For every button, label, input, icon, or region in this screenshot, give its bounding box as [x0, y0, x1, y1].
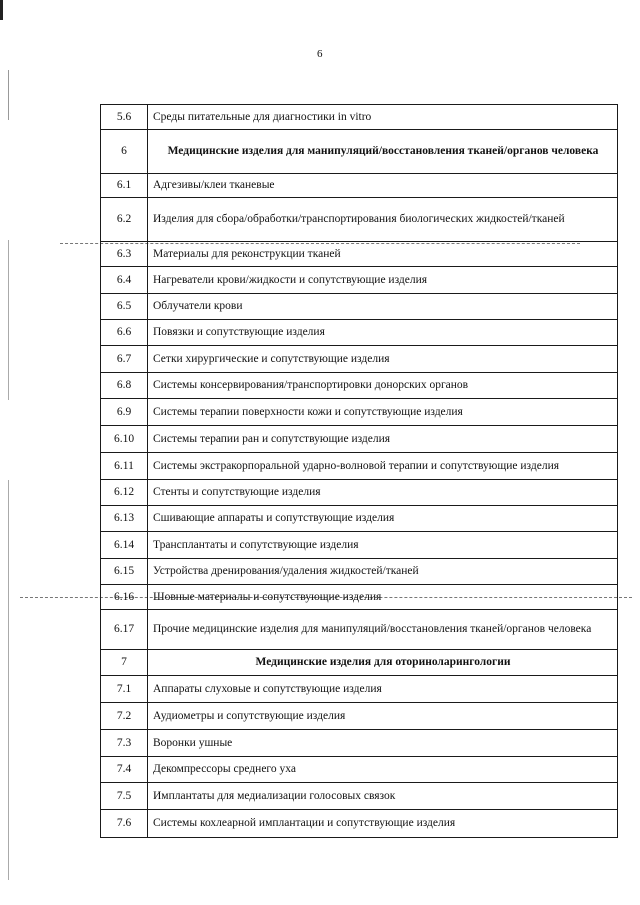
row-number: 7.2 [101, 703, 148, 730]
row-number: 6.3 [101, 242, 148, 267]
table-row [101, 757, 618, 783]
scan-edge-mark-left-3 [8, 480, 9, 880]
row-number: 6.9 [101, 399, 148, 426]
row-number: 6.11 [101, 453, 148, 480]
table-row [101, 730, 618, 757]
row-number: 6.1 [101, 174, 148, 198]
table-row [101, 346, 618, 373]
page-number: 6 [317, 48, 323, 60]
row-description: Материалы для реконструкции тканей [148, 242, 618, 267]
row-description: Прочие медицинские изделия для манипуляций/восстановления тканей/органов человека [148, 610, 618, 650]
row-description: Сетки хирургические и сопутствующие изделия [148, 346, 618, 373]
table-row [101, 610, 618, 650]
row-description: Повязки и сопутствующие изделия [148, 320, 618, 346]
row-number: 7.4 [101, 757, 148, 783]
row-number: 6.15 [101, 559, 148, 585]
scan-edge-mark-left-2 [8, 240, 9, 400]
table-row [101, 810, 618, 838]
section-row [101, 130, 618, 174]
row-number: 6 [101, 130, 148, 174]
table-row [101, 453, 618, 480]
table-row [101, 783, 618, 810]
row-description: Устройства дренирования/удаления жидкостей/тканей [148, 559, 618, 585]
table-body [101, 105, 618, 838]
table-row [101, 585, 618, 610]
table-row [101, 105, 618, 130]
row-number: 7.5 [101, 783, 148, 810]
row-number: 7 [101, 650, 148, 676]
row-number: 6.13 [101, 506, 148, 532]
table-row [101, 320, 618, 346]
row-description: Системы консервирования/транспортировки донорских органов [148, 373, 618, 399]
row-number: 6.2 [101, 198, 148, 242]
table-row [101, 559, 618, 585]
row-number: 6.10 [101, 426, 148, 453]
table-row [101, 267, 618, 294]
table-row [101, 174, 618, 198]
row-number: 6.12 [101, 480, 148, 506]
row-description: Имплантаты для медиализации голосовых связок [148, 783, 618, 810]
row-description: Нагреватели крови/жидкости и сопутствующие изделия [148, 267, 618, 294]
classification-table [100, 104, 618, 838]
row-number: 6.14 [101, 532, 148, 559]
table-row [101, 703, 618, 730]
row-description: Стенты и сопутствующие изделия [148, 480, 618, 506]
section-title: Медицинские изделия для оториноларингологии [148, 650, 618, 676]
row-number: 6.16 [101, 585, 148, 610]
table-row [101, 426, 618, 453]
section-row [101, 650, 618, 676]
table-row [101, 373, 618, 399]
row-number: 6.8 [101, 373, 148, 399]
table-row [101, 198, 618, 242]
row-number: 5.6 [101, 105, 148, 130]
row-description: Среды питательные для диагностики in vitro [148, 105, 618, 130]
row-description: Системы терапии поверхности кожи и сопутствующие изделия [148, 399, 618, 426]
section-title: Медицинские изделия для манипуляций/восстановления тканей/органов человека [148, 130, 618, 174]
row-description: Аудиометры и сопутствующие изделия [148, 703, 618, 730]
row-description: Трансплантаты и сопутствующие изделия [148, 532, 618, 559]
table-row [101, 242, 618, 267]
row-number: 6.7 [101, 346, 148, 373]
row-number: 6.17 [101, 610, 148, 650]
row-number: 6.6 [101, 320, 148, 346]
row-number: 7.6 [101, 810, 148, 838]
row-number: 7.3 [101, 730, 148, 757]
row-description: Декомпрессоры среднего уха [148, 757, 618, 783]
table-row [101, 506, 618, 532]
table-row [101, 399, 618, 426]
scan-edge-mark-top [0, 0, 3, 20]
row-description: Системы экстракорпоральной ударно-волновой терапии и сопутствующие изделия [148, 453, 618, 480]
row-description: Системы кохлеарной имплантации и сопутствующие изделия [148, 810, 618, 838]
table-row [101, 532, 618, 559]
row-description: Системы терапии ран и сопутствующие изделия [148, 426, 618, 453]
table-row [101, 294, 618, 320]
row-description: Аппараты слуховые и сопутствующие изделия [148, 676, 618, 703]
row-description: Изделия для сбора/обработки/транспортирования биологических жидкостей/тканей [148, 198, 618, 242]
row-number: 7.1 [101, 676, 148, 703]
row-number: 6.5 [101, 294, 148, 320]
row-description: Адгезивы/клеи тканевые [148, 174, 618, 198]
row-description: Воронки ушные [148, 730, 618, 757]
row-number: 6.4 [101, 267, 148, 294]
row-description: Сшивающие аппараты и сопутствующие изделия [148, 506, 618, 532]
scan-edge-mark-left-1 [8, 70, 9, 120]
row-description: Шовные материалы и сопутствующие изделия [148, 585, 618, 610]
table-row [101, 480, 618, 506]
row-description: Облучатели крови [148, 294, 618, 320]
table-row [101, 676, 618, 703]
